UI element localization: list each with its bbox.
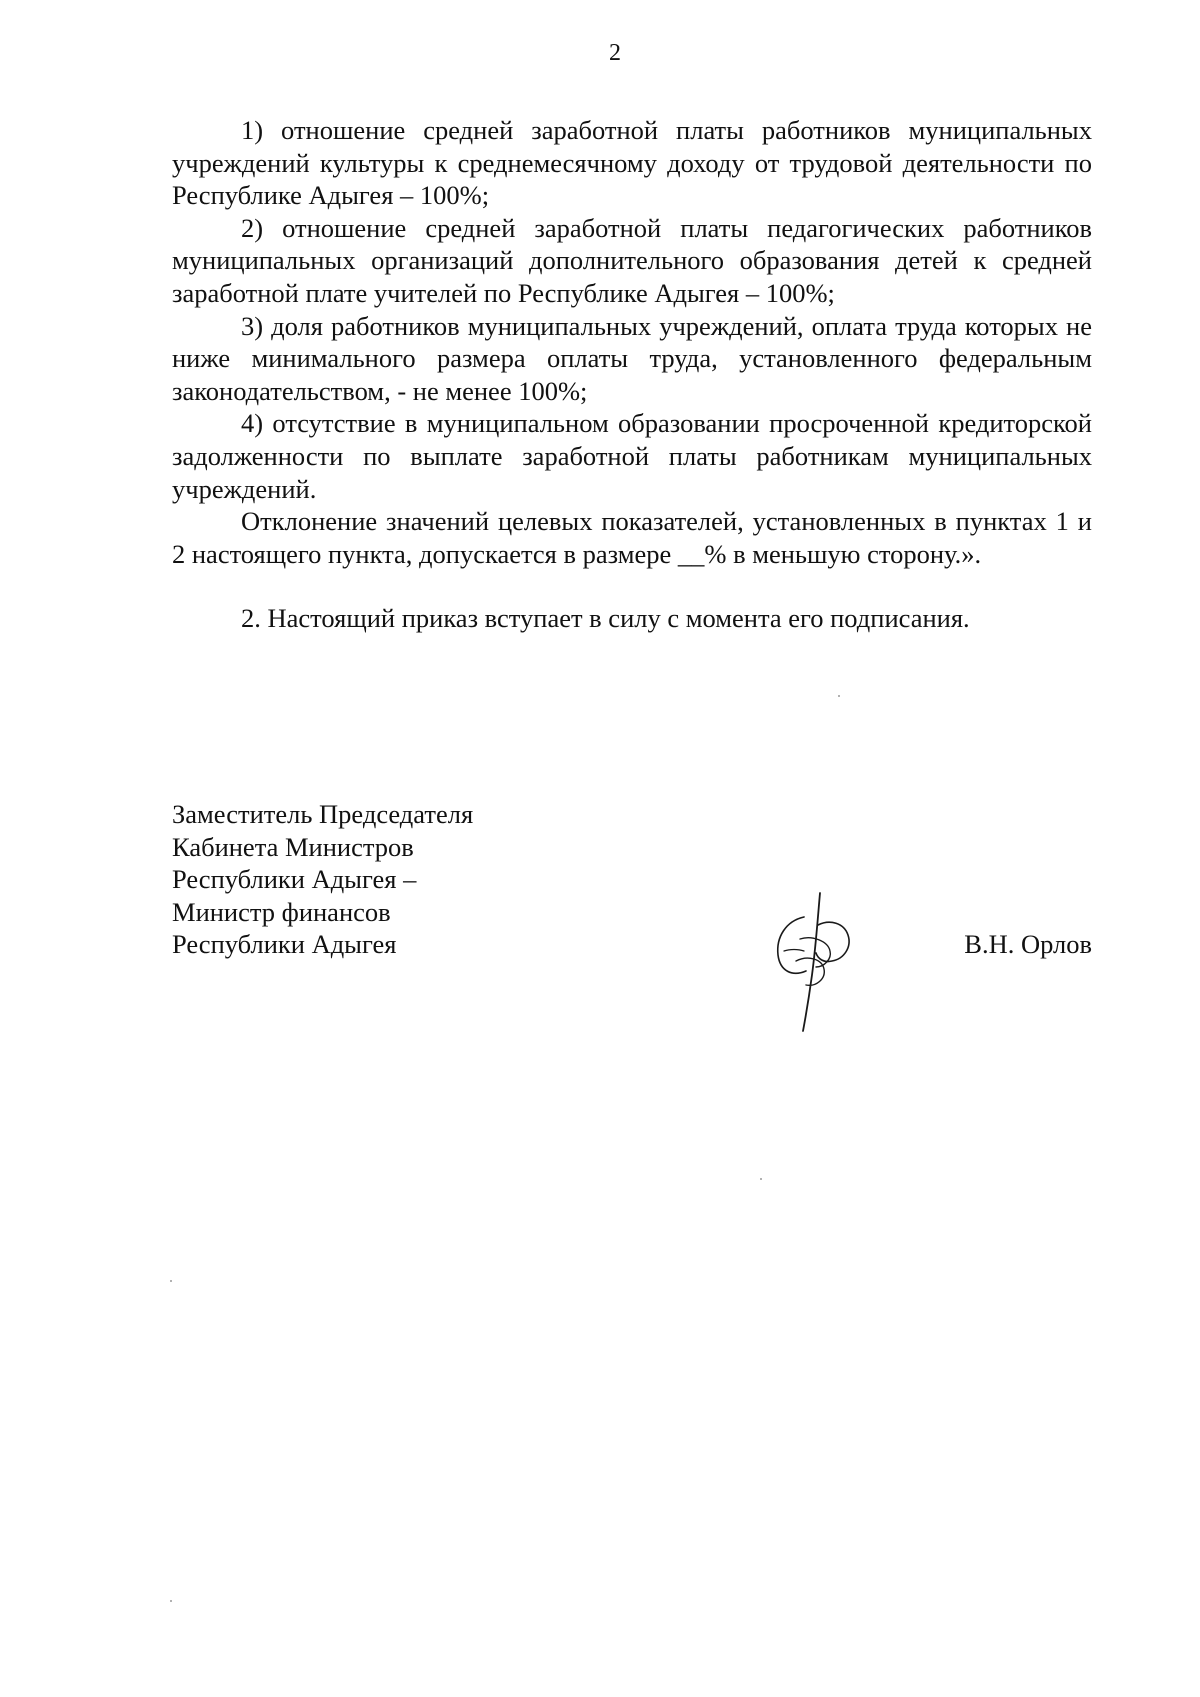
signatory-position-line: Заместитель Председателя: [172, 799, 474, 829]
signatory-position-line: Республики Адыгея –: [172, 864, 417, 895]
scan-speck: [170, 1280, 172, 1282]
paragraph-item-3: 3) доля работников муниципальных учреждений, оплата труда которых не ниже минимального размера оплаты труда, установленного федеральным законодательством, - не менее 100%;: [172, 310, 1092, 406]
paragraph-item-2: 2) отношение средней заработной платы педагогических работников муниципальных организаций дополнительного образования детей к средней заработной плате учителей по Республике Адыгея – 100%;: [172, 212, 1092, 308]
document-body: [172, 114, 1092, 635]
page-number: 2: [609, 40, 621, 66]
signatory-position-line: Министр финансов: [172, 896, 391, 927]
paragraph-effective-clause: 2. Настоящий приказ вступает в силу с момента его подписания.: [241, 603, 970, 634]
signatory-name: В.Н. Орлов: [964, 929, 1092, 959]
handwritten-signature: [760, 885, 870, 1035]
scan-speck: [760, 1178, 762, 1180]
signatory-position-line: Республики Адыгея: [172, 929, 397, 960]
scan-speck: [838, 695, 840, 697]
paragraph-item-4: 4) отсутствие в муниципальном образовании просроченной кредиторской задолженности по выплате заработной платы работникам муниципальных учреждений.: [172, 408, 1092, 504]
signatory-position: [172, 798, 473, 961]
scan-speck: [170, 1600, 172, 1602]
paragraph-deviation-note: Отклонение значений целевых показателей, установленных в пунктах 1 и 2 настоящего пункта, допускается в размере __% в меньшую сторону.».: [172, 506, 1092, 569]
signatory-position-line: Кабинета Министров: [172, 831, 414, 862]
paragraph-item-1: 1) отношение средней заработной платы работников муниципальных учреждений культуры к среднемесячному доходу от трудовой деятельности по Республике Адыгея – 100%;: [172, 115, 1092, 211]
